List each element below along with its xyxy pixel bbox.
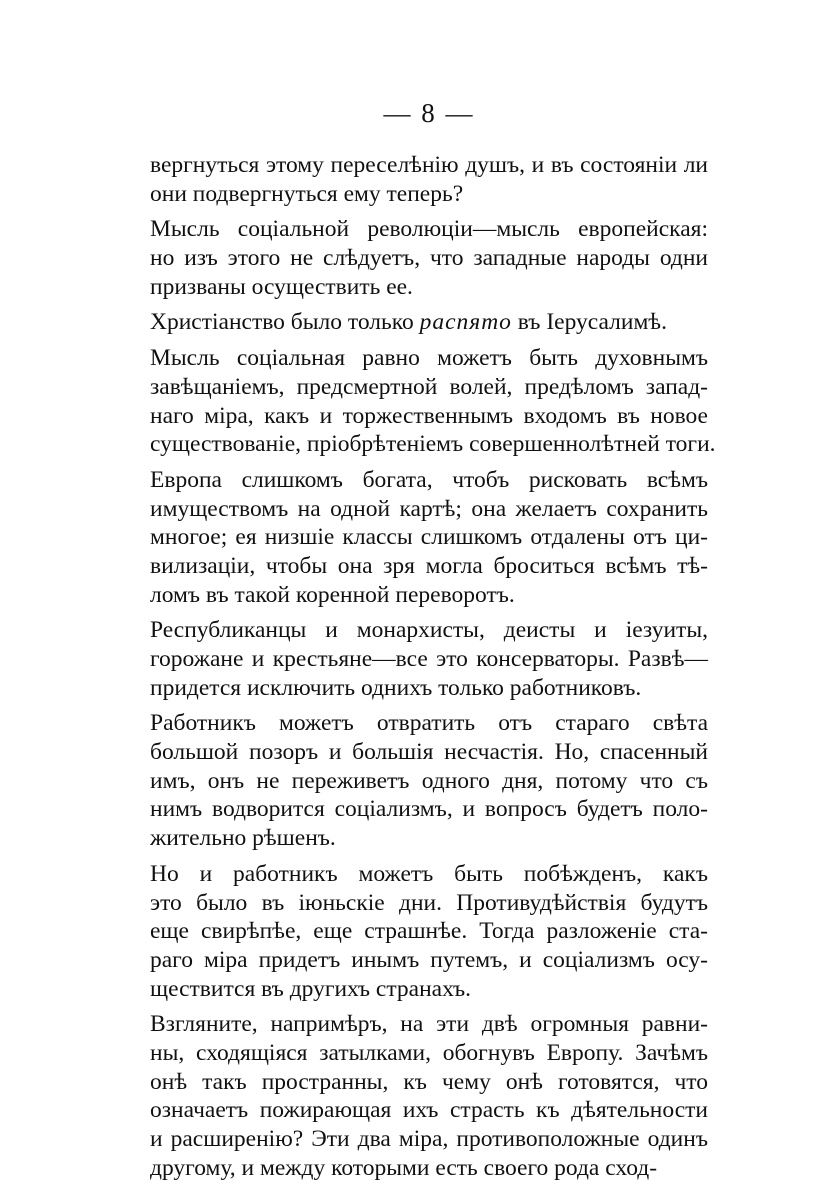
text-line: Мысль соціальная равно можетъ быть духовнымъ <box>150 345 708 372</box>
paragraph <box>150 709 708 852</box>
paragraph <box>150 151 708 208</box>
paragraph-gap <box>150 459 708 466</box>
text-line: они подвергнуться ему теперь? <box>150 180 464 207</box>
text-line: большой позоръ и большія несчастія. Но, спасенный <box>150 739 708 766</box>
text-line: существованіе, пріобрѣтеніемъ совершеннолѣтней тоги. <box>150 431 716 458</box>
text-line: имуществомъ на одной картѣ; она желаетъ сохранить <box>150 495 708 522</box>
text-line: ломъ въ такой коренной переворотъ. <box>150 581 515 608</box>
paragraph-gap <box>150 1003 708 1010</box>
text-line <box>150 308 708 337</box>
text-line: другому, и между которыми есть своего рода сход- <box>150 1154 658 1181</box>
text-line: имъ, онъ не переживетъ одного дня, потому что съ <box>150 767 708 794</box>
paragraph <box>150 860 708 1003</box>
text-line: и расширенію? Эти два міра, противоположные одинъ <box>150 1126 708 1152</box>
text-line: Но и работникъ можетъ быть побѣжденъ, какъ <box>150 860 708 887</box>
page-number: — 8 — <box>383 98 475 128</box>
text-run: въ Іерусалимѣ. <box>511 309 667 336</box>
text-line: нимъ водворится соціализмъ, и вопросъ будетъ поло- <box>150 796 708 823</box>
paragraph <box>150 466 708 609</box>
text-line: Европа слишкомъ богата, чтобъ рисковать всѣмъ <box>150 466 708 493</box>
paragraph <box>150 616 708 702</box>
text-line: это было въ іюньскіе дни. Противудѣйствія будутъ <box>150 889 708 916</box>
text-line: Республиканцы и монархисты, деисты и іезуиты, <box>150 617 708 644</box>
text-line: Мысль соціальной революціи—мысль европейская: <box>150 216 708 243</box>
text-line: завѣщаніемъ, предсмертной волей, предѣломъ запад- <box>150 373 708 400</box>
body-text <box>150 151 716 1182</box>
text-line: горожане и крестьяне—все это консерваторы. Развѣ— <box>150 646 708 672</box>
text-line: ществится въ другихъ странахъ. <box>150 975 471 1002</box>
paragraph <box>150 308 708 337</box>
text-line: наго міра, какъ и торжественнымъ входомъ въ новое <box>150 402 708 429</box>
paragraph-gap <box>150 853 708 860</box>
paragraph <box>150 215 708 301</box>
text-line: означаетъ пожирающая ихъ страсть къ дѣятельности <box>150 1097 708 1124</box>
text-line: но изъ этого не слѣдуетъ, что западные народы одни <box>150 245 708 272</box>
paragraph-gap <box>150 702 708 709</box>
text-line: вергнуться этому переселѣнію душъ, и въ состояніи ли <box>150 152 708 178</box>
text-run: Христіанство было только <box>150 309 420 336</box>
text-line: вилизаціи, чтобы она зря могла броситься всѣмъ тѣ- <box>150 552 708 579</box>
paragraph <box>150 344 716 459</box>
text-line: раго міра придетъ инымъ путемъ, и соціализмъ осу- <box>150 946 708 973</box>
text-line: ны, сходящіяся затылками, обогнувъ Европу. Зачѣмъ <box>150 1039 708 1066</box>
paragraph-gap <box>150 301 708 308</box>
text-line: Работникъ можетъ отвратить отъ стараго свѣта <box>150 710 708 737</box>
paragraph-gap <box>150 208 708 215</box>
text-line: жительно рѣшенъ. <box>150 825 336 852</box>
text-line: онѣ такъ пространны, къ чему онѣ готовятся, что <box>150 1068 708 1095</box>
paragraph-gap <box>150 337 708 344</box>
paragraph <box>150 1010 708 1182</box>
emphasized-word: распято <box>419 309 512 336</box>
text-line: придется исключить однихъ только работниковъ. <box>150 674 642 701</box>
text-line: призваны осуществить ее. <box>150 273 413 300</box>
text-line: многое; ея низшіе классы слишкомъ отдалены отъ ци- <box>150 524 708 551</box>
text-line: Взгляните, напримѣръ, на эти двѣ огромныя равни- <box>150 1011 708 1038</box>
paragraph-gap <box>150 609 708 616</box>
text-line: еще свирѣпѣе, еще страшнѣе. Тогда разложеніе ста- <box>150 918 708 945</box>
